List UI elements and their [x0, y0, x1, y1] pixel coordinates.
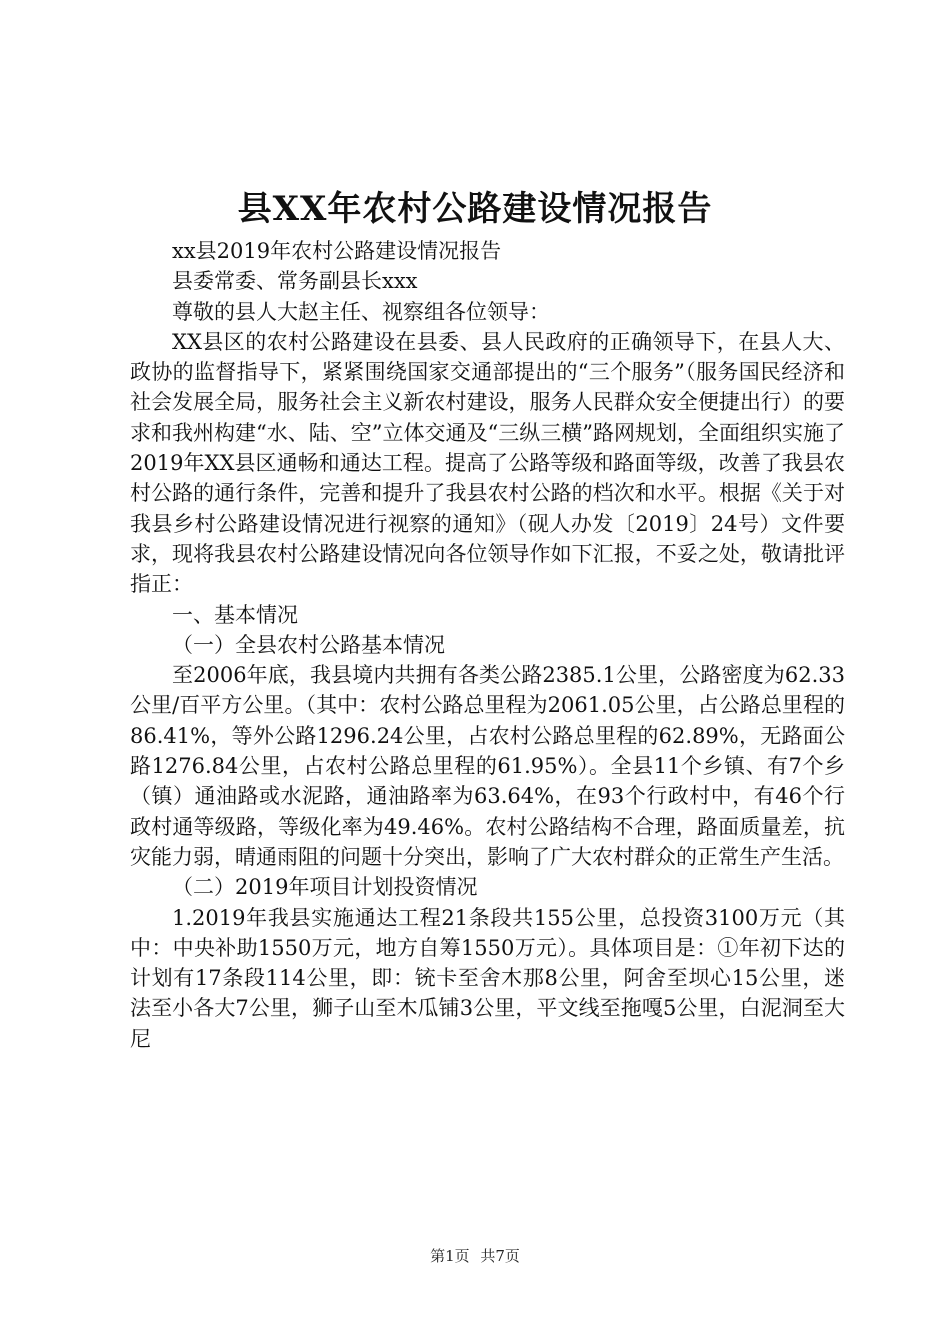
- subsection-heading-1: （一）全县农村公路基本情况: [172, 632, 445, 657]
- page-number: 第1页: [430, 1247, 470, 1265]
- document-title: 县XX年农村公路建设情况报告: [237, 189, 713, 229]
- salutation: 尊敬的县人大赵主任、视察组各位领导：: [172, 299, 550, 324]
- document-body: [130, 236, 845, 1054]
- investment-paragraph: 1.2019年我县实施通达工程21条段共155公里，总投资3100万元（其中：中央补助1550万元，地方自筹1550万元）。具体项目是：①年初下达的计划有17条段114公里，即：铳卡至舍木那8公里，阿舍至坝心15公里，迷法至小各大7公里，狮子山至木瓜铺3公里，平文线至拖嘎5公里，白泥洞至大尼: [130, 905, 845, 1051]
- intro-paragraph: XX县区的农村公路建设在县委、县人民政府的正确领导下，在县人大、政协的监督指导下，紧紧围绕国家交通部提出的“三个服务”（服务国民经济和社会发展全局，服务社会主义新农村建设，服务人民群众安全便捷出行）的要求和我州构建“水、陆、空”立体交通及“三纵三横”路网规划，全面组织实施了2019年XX县区通畅和通达工程。提高了公路等级和路面等级，改善了我县农村公路的通行条件，完善和提升了我县农村公路的档次和水平。根据《关于对我县乡村公路建设情况进行视察的通知》（砚人办发〔2019〕24号）文件要求，现将我县农村公路建设情况向各位领导作如下汇报，不妥之处，敬请批评指正：: [130, 329, 845, 597]
- statistics-paragraph: 至2006年底，我县境内共拥有各类公路2385.1公里，公路密度为62.33公里/百平方公里。（其中：农村公路总里程为2061.05公里，占公路总里程的86.41%，等外公路1296.24公里，占农村公路总里程的62.89%，无路面公路1276.84公里，占农村公路总里程的61.95%）。全县11个乡镇、有7个乡（镇）通油路或水泥路，通油路率为63.64%，在93个行政村中，有46个行政村通等级路，等级化率为49.46%。农村公路结构不合理，路面质量差，抗灾能力弱，晴通雨阻的问题十分突出，影响了广大农村群众的正常生产生活。: [130, 663, 845, 869]
- page-footer: [0, 1246, 950, 1266]
- subsection-heading-2: （二）2019年项目计划投资情况: [172, 875, 478, 900]
- report-author: 县委常委、常务副县长xxx: [172, 269, 418, 294]
- total-pages: 共7页: [480, 1247, 520, 1265]
- section-heading-basic: 一、基本情况: [172, 602, 298, 627]
- report-subtitle: xx县2019年农村公路建设情况报告: [172, 239, 502, 263]
